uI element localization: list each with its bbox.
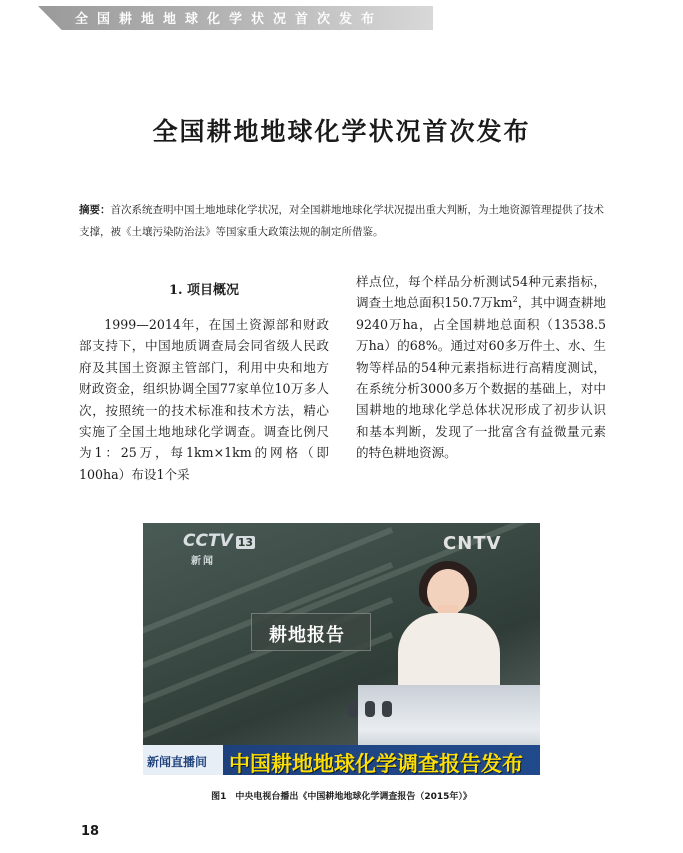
microphone-icon	[348, 701, 358, 717]
program-plate-text: 耕地报告	[269, 625, 345, 646]
abstract	[79, 199, 607, 243]
cctv-logo	[183, 531, 255, 551]
body-text-right-b: ，其中调查耕地9240万ha，占全国耕地总面积（13538.5万ha）的68%。通过对60多万件土、水、生物等样品的54种元素指标进行高精度测试，在系统分析3000多万个数据的基础上，对中国耕地的地球化学总体状况形成了初步认识和基本判断，发现了一批富含有益微量元素的特色耕地资源。	[356, 295, 607, 461]
abstract-text: 首次系统查明中国土地地球化学状况，对全国耕地地球化学状况提出重大判断，为土地资源管理提供了技术支撑，被《土壤污染防治法》等国家重大政策法规的制定所借鉴。	[79, 204, 604, 238]
figure-caption: 图1 中央电视台播出《中国耕地地球化学调查报告（2015年）》	[211, 792, 472, 802]
page-number: 18	[81, 824, 100, 839]
channel-number: 13	[237, 536, 254, 549]
news-logo: 新闻	[191, 556, 215, 567]
body-paragraph-right	[356, 271, 606, 464]
microphone-icon	[365, 701, 375, 717]
cctv-logo-text: CCTV	[183, 531, 233, 551]
ticker-label: 新闻直播间	[147, 755, 208, 769]
ticker-headline: 中国耕地地球化学调查报告发布	[229, 752, 523, 775]
superscript-2: 2	[512, 295, 518, 305]
cntv-logo: CNTV	[443, 533, 502, 554]
body-text-right-a: 样点位，每个样品分析测试54种元素指标，调查土地总面积150.7万km	[356, 274, 606, 311]
section-heading: 1. 项目概况	[168, 283, 240, 298]
tv-screenshot-figure	[143, 523, 540, 775]
running-title: 全国耕地地球化学状况首次发布	[75, 12, 384, 27]
body-paragraph-left: 1999—2014年，在国土资源部和财政部支持下，中国地质调查局会同省级人民政府及其国土资源主管部门，利用中央和地方财政资金，组织协调全国77家单位10万多人次，按照统一的技术标准和技术方法，精心实施了全国土地地球化学调查。调查比例尺为1：25万，每1km×1km的网格（即100ha）布设1个采	[79, 317, 329, 482]
article-title: 全国耕地地球化学状况首次发布	[152, 117, 531, 146]
abstract-label: 摘要：	[79, 204, 111, 216]
microphone-icon	[382, 701, 392, 717]
